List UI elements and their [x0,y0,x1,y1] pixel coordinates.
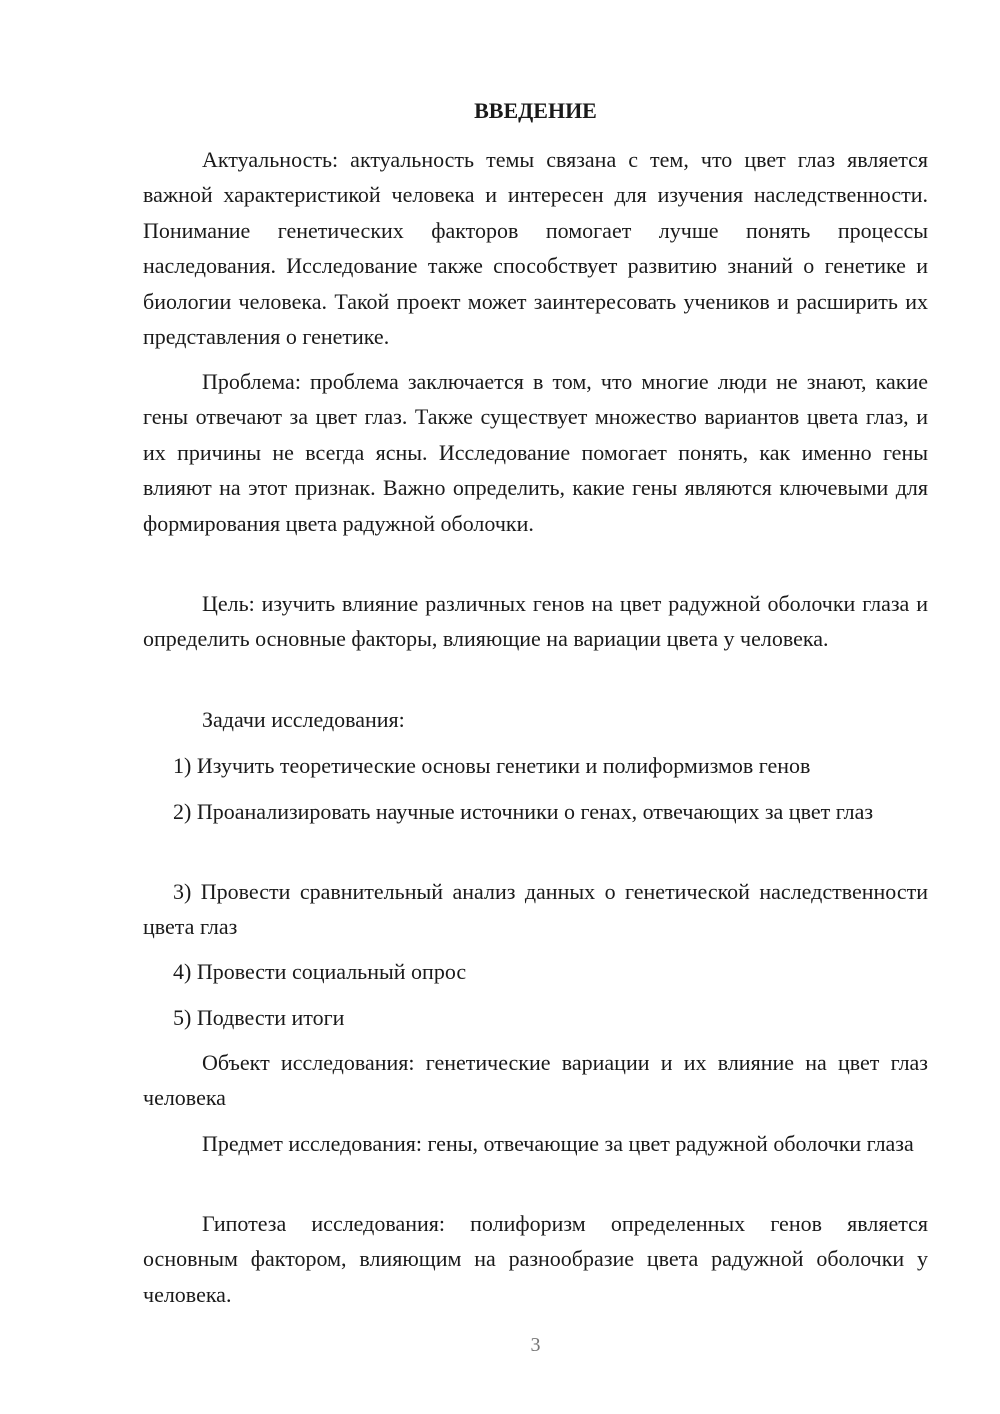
paragraph-goal: Цель: изучить влияние различных генов на цвет радужной оболочки глаза и определить основные факторы, влияющие на вариации цвета у человека. [143,591,928,652]
paragraph-problem: Проблема: проблема заключается в том, что многие люди не знают, какие гены отвечают за цвет глаз. Также существует множество вариантов цвета глаз, и их причины не всегда ясны. Исследование помогает понять, как именно гены влияют на этот признак. Важно определить, какие гены являются ключевыми для формирования цвета радужной оболочки. [143,369,928,536]
task-item-2: 2) Проанализировать научные источники о генах, отвечающих за цвет глаз [173,799,874,824]
task-item-4: 4) Провести социальный опрос [173,959,467,984]
task-item-1: 1) Изучить теоретические основы генетики и полиформизмов генов [173,753,811,778]
paragraph-hypothesis: Гипотеза исследования: полифоризм определенных генов является основным фактором, влияющим на разнообразие цвета радужной оболочки у человека. [143,1211,928,1307]
section-heading: ВВЕДЕНИЕ [474,98,597,123]
document-page [143,0,928,1414]
task-item-3: 3) Провести сравнительный анализ данных о генетической наследственности цвета глаз [143,879,928,940]
paragraph-object: Объект исследования: генетические вариации и их влияние на цвет глаз человека [143,1050,928,1111]
tasks-title: Задачи исследования: [202,707,405,732]
paragraph-subject: Предмет исследования: гены, отвечающие за цвет радужной оболочки глаза [202,1131,914,1156]
paragraph-relevance: Актуальность: актуальность темы связана с тем, что цвет глаз является важной характеристикой человека и интересен для изучения наследственности. Понимание генетических факторов помогает лучше понять процессы наследования. Исследование также способствует развитию знаний о генетике и биологии человека. Такой проект может заинтересовать учеников и расширить их представления о генетике. [143,147,928,350]
task-item-5: 5) Подвести итоги [173,1005,345,1030]
page-number: 3 [530,1334,541,1356]
